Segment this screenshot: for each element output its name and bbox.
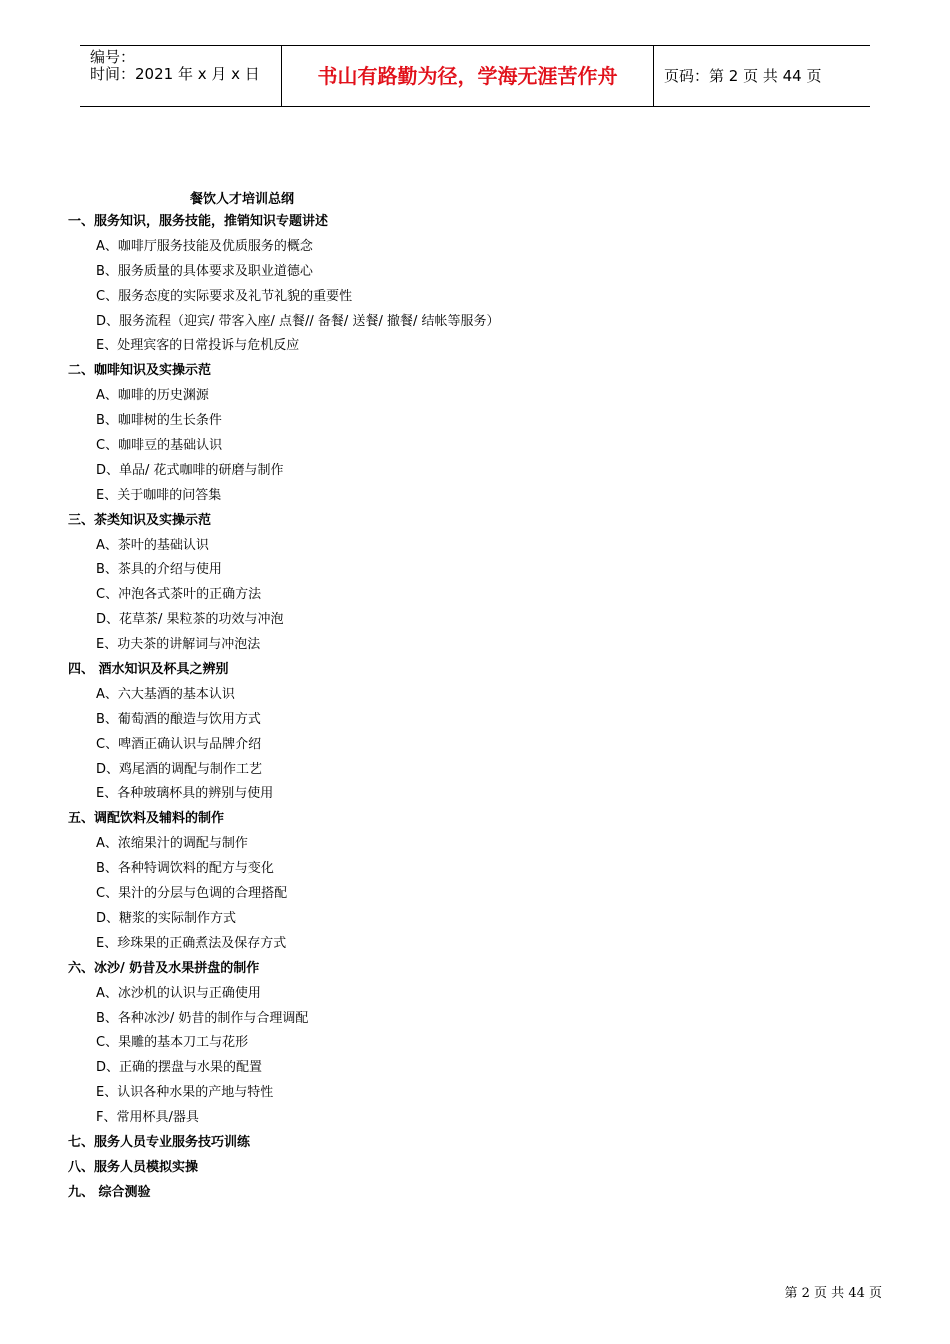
outline-item: E、珍珠果的正确煮法及保存方式: [96, 935, 287, 951]
header-meta-cell: [80, 46, 282, 106]
outline-item: A、浓缩果汁的调配与制作: [96, 836, 248, 852]
outline-item: E、各种玻璃杯具的辨别与使用: [96, 786, 274, 802]
outline-item: F、常用杯具/器具: [96, 1110, 199, 1126]
outline-item: D、糖浆的实际制作方式: [96, 910, 237, 926]
outline-item: C、果汁的分层与色调的合理搭配: [96, 886, 288, 902]
outline-item: A、六大基酒的基本认识: [96, 686, 235, 702]
outline-item: A、茶叶的基础认识: [96, 537, 209, 553]
section-heading: 六、冰沙/ 奶昔及水果拼盘的制作: [68, 960, 260, 976]
section-heading: 三、茶类知识及实操示范: [68, 512, 212, 528]
section-heading: 二、咖啡知识及实操示范: [68, 363, 212, 379]
outline-item: B、各种特调饮料的配方与变化: [96, 861, 274, 877]
outline-item: E、功夫茶的讲解词与冲泡法: [96, 637, 261, 653]
outline-item: D、单品/ 花式咖啡的研磨与制作: [96, 462, 284, 478]
outline-item: D、正确的摆盘与水果的配置: [96, 1060, 263, 1076]
outline-item: D、花草茶/ 果粒茶的功效与冲泡: [96, 612, 284, 628]
outline-item: B、茶具的介绍与使用: [96, 562, 222, 578]
outline-item: B、服务质量的具体要求及职业道德心: [96, 263, 313, 279]
outline-item: B、各种冰沙/ 奶昔的制作与合理调配: [96, 1010, 309, 1026]
outline-item: D、服务流程（迎宾/ 带客入座/ 点餐// 备餐/ 送餐/ 撤餐/ 结帐等服务）: [96, 313, 500, 329]
outline-item: C、冲泡各式茶叶的正确方法: [96, 587, 262, 603]
outline-item: C、果雕的基本刀工与花形: [96, 1035, 249, 1051]
outline-item: E、处理宾客的日常投诉与危机反应: [96, 338, 300, 354]
section-heading: 五、调配饮料及辅料的制作: [68, 811, 225, 827]
outline-item: C、啤酒正确认识与品牌介绍: [96, 736, 262, 752]
section-heading: 八、服务人员模拟实操: [68, 1159, 199, 1175]
outline-item: E、认识各种水果的产地与特性: [96, 1085, 274, 1101]
outline-item: A、冰沙机的认识与正确使用: [96, 985, 261, 1001]
training-outline: [68, 210, 768, 1206]
footer-page-number: 第 2 页 共 44 页: [784, 1286, 882, 1301]
doc-number-label: 编号：: [90, 48, 136, 66]
doc-time-label: 时间：2021 年 x 月 x 日: [90, 65, 260, 83]
outline-item: E、关于咖啡的问答集: [96, 487, 222, 503]
outline-item: A、咖啡的历史渊源: [96, 388, 209, 404]
outline-item: B、咖啡树的生长条件: [96, 413, 222, 429]
outline-item: C、咖啡豆的基础认识: [96, 438, 223, 454]
header-page-number: 页码：第 2 页 共 44 页: [664, 67, 822, 85]
section-heading: 九、 综合测验: [68, 1184, 151, 1200]
outline-item: C、服务态度的实际要求及礼节礼貌的重要性: [96, 288, 353, 304]
outline-item: A、咖啡厅服务技能及优质服务的概念: [96, 238, 313, 254]
header-motto: 书山有路勤为径，学海无涯苦作舟: [282, 46, 654, 106]
outline-item: B、葡萄酒的酿造与饮用方式: [96, 711, 261, 727]
outline-item: D、鸡尾酒的调配与制作工艺: [96, 761, 263, 777]
section-heading: 一、服务知识，服务技能，推销知识专题讲述: [68, 214, 329, 229]
section-heading: 七、服务人员专业服务技巧训练: [68, 1134, 251, 1150]
document-title: 餐饮人才培训总纲: [190, 192, 295, 207]
page-header: [80, 45, 870, 107]
section-heading: 四、 酒水知识及杯具之辨别: [68, 662, 229, 678]
